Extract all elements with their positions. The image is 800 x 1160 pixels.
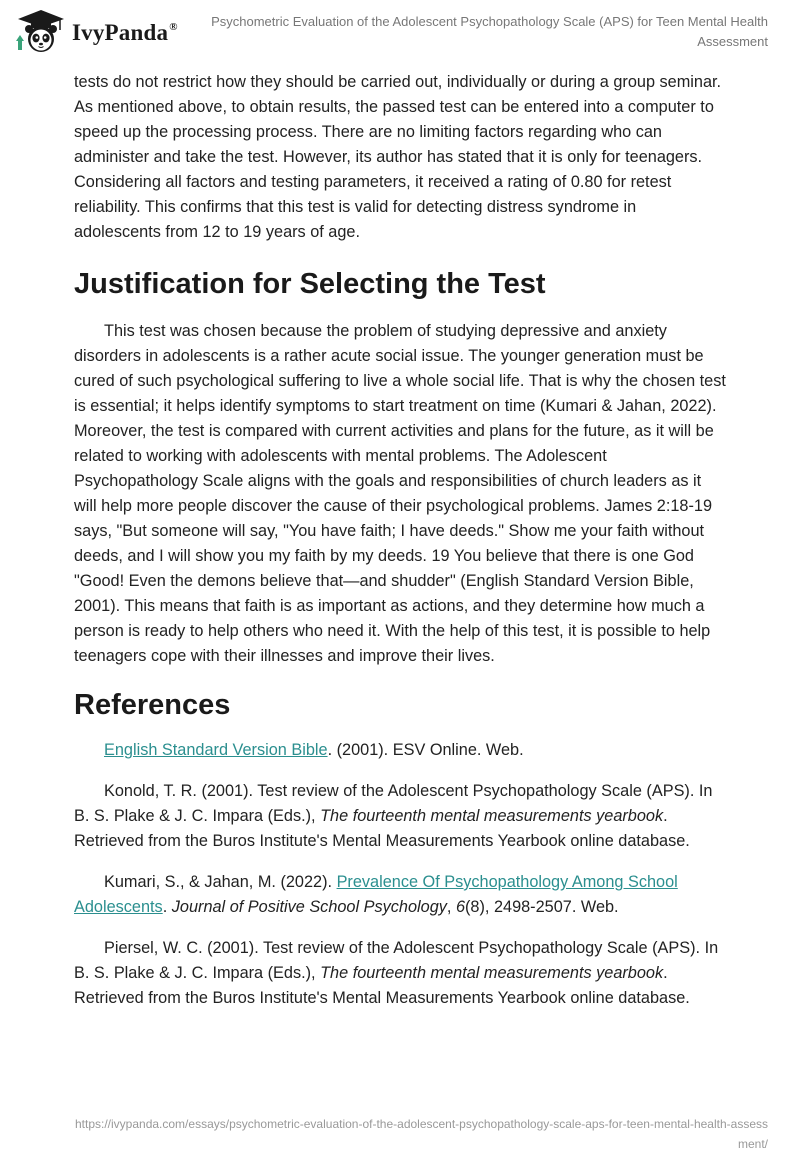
brand-text: IvyPanda bbox=[72, 20, 169, 45]
panda-graduate-icon bbox=[14, 8, 68, 54]
reference-konold bbox=[74, 779, 726, 854]
reference-text: . Retrieved from the Buros Institute's Mental Measurements Yearbook online database. bbox=[74, 964, 690, 1007]
reference-text: . Retrieved from the Buros Institute's Mental Measurements Yearbook online database. bbox=[74, 807, 690, 850]
justification-heading: Justification for Selecting the Test bbox=[74, 268, 546, 300]
reference-text: Konold, T. R. (2001). Test review of the Adolescent Psychopathology Scale (APS). In B. S. Plake & J. C. Impara (Eds.), bbox=[74, 782, 713, 825]
reference-text: . (2001). ESV Online. Web. bbox=[327, 741, 524, 759]
page-header bbox=[0, 0, 800, 64]
document-title: Psychometric Evaluation of the Adolescent Psychopathology Scale (APS) for Teen Mental Health Assessment bbox=[211, 14, 768, 49]
justification-paragraph: This test was chosen because the problem of studying depressive and anxiety disorders in adolescents is a rather acute social issue. The younger generation must be cured of such psychological suffering to live a whole social life. That is why the chosen test is essential; it helps identify symptoms to start treatment on time (Kumari & Jahan, 2022). Moreover, the test is compared with current activities and plans for the future, as it will be related to working with adolescents with mental problems. The Adolescent Psychopathology Scale aligns with the goals and responsibilities of church leaders as it will help more people discover the cause of their psychological problems. James 2:18-19 says, "But someone will say, "You have faith; I have deeds." Show me your faith without deeds, and I will show you my faith by my deeds. 19 You believe that there is one God "Good! Even the demons believe that—and shudder" (English Standard Version Bible, 2001). This means that faith is as important as actions, and they determine how much a person is ready to help others who need it. With the help of this test, it is possible to help teenagers cope with their illnesses and improve their lives. bbox=[74, 322, 726, 665]
reference-text: Piersel, W. C. (2001). Test review of the Adolescent Psychopathology Scale (APS). In B. S. Plake & J. C. Impara (Eds.), bbox=[74, 939, 719, 982]
reference-text: Kumari, S., & Jahan, M. (2022). bbox=[104, 873, 337, 891]
brand-name bbox=[72, 20, 178, 46]
ivypanda-logo[interactable] bbox=[14, 8, 178, 54]
journal-volume: 6 bbox=[455, 898, 466, 916]
registered-mark: ® bbox=[169, 21, 178, 33]
document-body bbox=[74, 70, 726, 1011]
yearbook-title: The fourteenth mental measurements yearbook bbox=[320, 807, 664, 825]
reference-esv-bible bbox=[74, 738, 726, 763]
reference-kumari bbox=[74, 870, 726, 920]
yearbook-title: The fourteenth mental measurements yearbook bbox=[320, 964, 664, 982]
reference-text: (8), 2498-2507. Web. bbox=[465, 898, 619, 916]
reference-text: , bbox=[446, 898, 456, 916]
source-url: https://ivypanda.com/essays/psychometric-evaluation-of-the-adolescent-psychopathology-scale-aps-for-teen-mental-health-assessment/ bbox=[75, 1117, 768, 1151]
reference-text: . bbox=[162, 898, 172, 916]
prevalence-article-link[interactable]: Prevalence Of Psychopathology Among School Adolescents bbox=[74, 873, 678, 916]
journal-title: Journal of Positive School Psychology bbox=[171, 898, 447, 916]
reference-piersel bbox=[74, 936, 726, 1011]
references-heading: References bbox=[74, 689, 231, 721]
esv-bible-link[interactable]: English Standard Version Bible bbox=[104, 741, 328, 759]
intro-paragraph: tests do not restrict how they should be carried out, individually or during a group seminar. As mentioned above, to obtain results, the passed test can be entered into a computer to speed up the processing process. There are no limiting factors regarding who can administer and take the test. However, its author has stated that it is only for teenagers. Considering all factors and testing parameters, it received a rating of 0.80 for retest reliability. This confirms that this test is valid for detecting distress syndrome in adolescents from 12 to 19 years of age. bbox=[74, 73, 722, 241]
